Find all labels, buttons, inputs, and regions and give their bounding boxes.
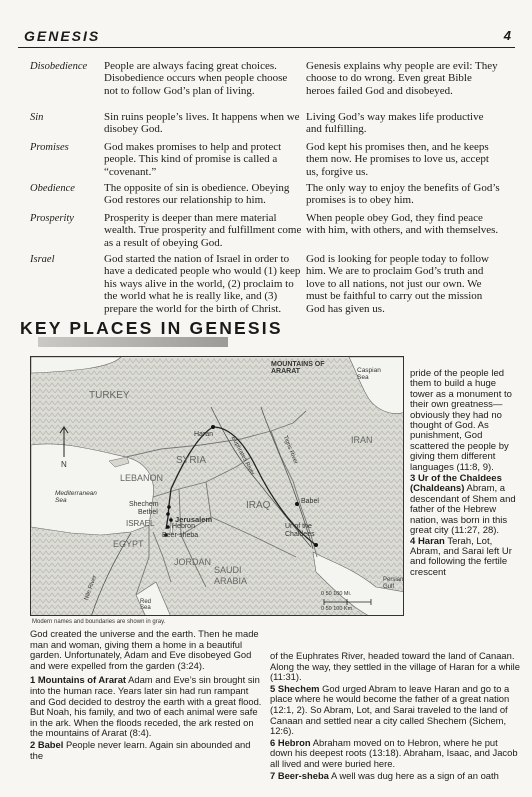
map-label-jerusalem: Jerusalem [175, 515, 213, 524]
map-label-egypt: EGYPT [113, 539, 144, 549]
entry-text: Abram, a descendant of Shem and father of the Hebrew nation, was born in this great city (11:27, 28). [410, 483, 516, 537]
theme-name: Sin [30, 112, 44, 123]
entry-text: Adam and Eve’s sin brought sin into the human race. Years later sin had run rampant and God decided to destroy the earth with a great flood. But Noah, his family, and two of each animal were safe in the ark. When the floods receded, the ark rested on the mountains of Ararat (8:4). [30, 674, 262, 739]
map-label-hebron: Hebron [172, 523, 195, 530]
map-label-persian-gulf: Persian Gulf [383, 577, 404, 590]
theme-name: Disobedience [30, 61, 88, 72]
map-label-syria: SYRIA [176, 455, 207, 466]
map-label-ur: Ur of the Chaldees [285, 523, 315, 538]
map-label-shechem: Shechem [129, 501, 159, 508]
map-label-tigris: Tigris River [281, 434, 299, 466]
theme-importance: God started the nation of Israel in order to have a dedicated people who would (1) keep his ways alive in the world, (2) proclaim to the world what he is really like, and (3) prepare the world for the birth of Christ. [104, 253, 301, 315]
theme-row [30, 60, 505, 108]
babel-dot [295, 502, 299, 506]
header-rule [18, 47, 515, 48]
entry-text: People never learn. Again sin abounded and the [30, 738, 251, 761]
list-item [410, 474, 520, 536]
entry-number: 1 [30, 674, 36, 686]
map-label-med-sea: Mediterranean Sea [55, 490, 97, 504]
shechem-dot [167, 505, 171, 509]
theme-importance: Prosperity is deeper than mere material wealth. True prosperity and fulfillment come as a result of obeying God. [104, 212, 302, 249]
map-caption: Modern names and boundaries are shown in gray. [32, 619, 166, 625]
map-label-bethel: Bethel [138, 509, 158, 516]
theme-significance: God kept his promises then, and he keeps them now. He promises to love us, accept us, forgive us. [306, 141, 489, 178]
map-label-scale-mi: 0 50 100 Mi. [321, 591, 352, 597]
continuation-text: pride of the people led them to build a huge tower as a monument to their own greatness—obviously they had no thought of God. As punishment, God scattered the people by giving them different languages (11:8, 9). [410, 368, 512, 473]
list-item [410, 537, 520, 579]
map-label-scale-km: 0 50 100 Km. [321, 606, 354, 612]
map-label-iran: IRAN [351, 435, 373, 445]
section-title: KEY PLACES IN GENESIS [20, 318, 283, 338]
map-label-north: N [61, 460, 67, 469]
entry-number: 6 [270, 736, 276, 748]
entry-text: A well was dug here as a sign of an oath [331, 769, 499, 781]
key-places-map [30, 356, 404, 616]
entry-name: Beer-sheba [277, 769, 329, 781]
theme-significance: Living God’s way makes life productive and fulfilling. [306, 111, 484, 136]
entry-number: 3 [410, 473, 416, 485]
map-label-red-sea: Red Sea [140, 599, 152, 611]
theme-importance: Sin ruins people’s lives. It happens when we disobey God. [104, 111, 300, 136]
entry-number: 2 [30, 738, 36, 750]
entry-text: Terah, Lot, Abram, and Sarai left Ur and following the fertile crescent [410, 535, 512, 578]
list-item [270, 738, 520, 770]
bottom-left-column [30, 629, 262, 762]
entry-text: God urged Abram to leave Haran and go to a place where he would become the father of a great nation (12:1, 2). So Abram, Lot, and Sarai traveled to the land of Canaan and settled near a city called Shechem (Sichem, 12:6). [270, 682, 510, 737]
theme-row [30, 182, 505, 209]
entry-name: Ur of the Chaldees (Chaldeans) [410, 473, 502, 495]
theme-name: Promises [30, 142, 69, 153]
theme-name: Obedience [30, 183, 75, 194]
entry-name: Mountains of Ararat [37, 674, 127, 686]
bethel-dot [166, 512, 170, 516]
entry-name: Shechem [277, 682, 320, 694]
right-column [410, 369, 520, 578]
map-label-beersheba: Beer-sheba [162, 532, 199, 539]
intro-text: God created the universe and the earth. Then he made man and woman, giving them a home in a beautiful garden. Unfortunately, Adam and Eve disobeyed God and were expelled from the garden (3:24). [30, 628, 259, 671]
list-item [30, 675, 262, 739]
map-label-israel: ISRAEL [126, 519, 155, 528]
map-label-saudi: SAUDI ARABIA [214, 565, 248, 586]
list-item [270, 684, 520, 737]
map-label-euphrates: Euphrates River [229, 435, 256, 477]
map-label-caspian: Caspian Sea [357, 367, 381, 381]
theme-significance: Genesis explains why people are evil: They choose to do wrong. Even great Bible heroes failed God and disobeyed. [306, 60, 498, 97]
theme-row [30, 141, 505, 179]
map-label-nile: Nile River [83, 574, 99, 602]
entry-number: 7 [270, 769, 276, 781]
hebron-dot [166, 525, 170, 529]
map-label-iraq: IRAQ [246, 500, 271, 511]
theme-importance: God makes promises to help and protect people. This kind of promise is called a “covenant.” [104, 141, 282, 178]
bottom-right-column [270, 651, 520, 782]
entry-text: Abraham moved on to Hebron, where he put down his deepest roots (13:18). Abraham, Isaac, and Jacob all lived and were buried here. [270, 736, 518, 769]
page-number: 4 [503, 28, 511, 43]
entry-number: 5 [270, 682, 276, 694]
map-label-lebanon: LEBANON [120, 473, 164, 483]
book-title: GENESIS [24, 28, 101, 44]
entry-name: Hebron [277, 736, 311, 748]
map-label-mountains: MOUNTAINS OF ARARAT [271, 361, 325, 375]
list-item [30, 740, 262, 761]
themes-table [30, 60, 505, 332]
map-label-babel: Babel [301, 498, 319, 505]
theme-importance: People are always facing great choices. Disobedience occurs when people choose not to follow God’s plan of living. [104, 60, 288, 97]
list-item [270, 771, 520, 782]
theme-significance: The only way to enjoy the benefits of God’s promises is to obey him. [306, 182, 500, 207]
theme-importance: The opposite of sin is obedience. Obeying God restores our relationship to him. [104, 182, 290, 207]
theme-row [30, 212, 505, 250]
theme-significance: When people obey God, they find peace with him, with others, and with themselves. [306, 212, 499, 237]
continuation-text: of the Euphrates River, headed toward the land of Canaan. Along the way, they settled in the village of Haran for a while (11:31). [270, 650, 520, 683]
theme-name: Israel [30, 254, 55, 265]
entry-name: Haran [417, 535, 445, 547]
theme-significance: God is looking for people today to follow him. We are to proclaim God’s truth and love to all nations, not just our own. We must be faithful to carry out the mission God has given us. [306, 253, 490, 315]
ur-dot [314, 543, 318, 547]
entry-number: 4 [410, 535, 416, 547]
map-label-jordan: JORDAN [174, 557, 212, 567]
jerusalem-dot [169, 518, 173, 522]
theme-name: Prosperity [30, 213, 74, 224]
map-label-haran: Haran [194, 431, 214, 438]
entry-name: Babel [37, 738, 64, 750]
map-label-turkey: TURKEY [89, 390, 130, 401]
theme-row [30, 111, 505, 138]
haran-dot [211, 425, 215, 429]
page-header [18, 22, 515, 50]
